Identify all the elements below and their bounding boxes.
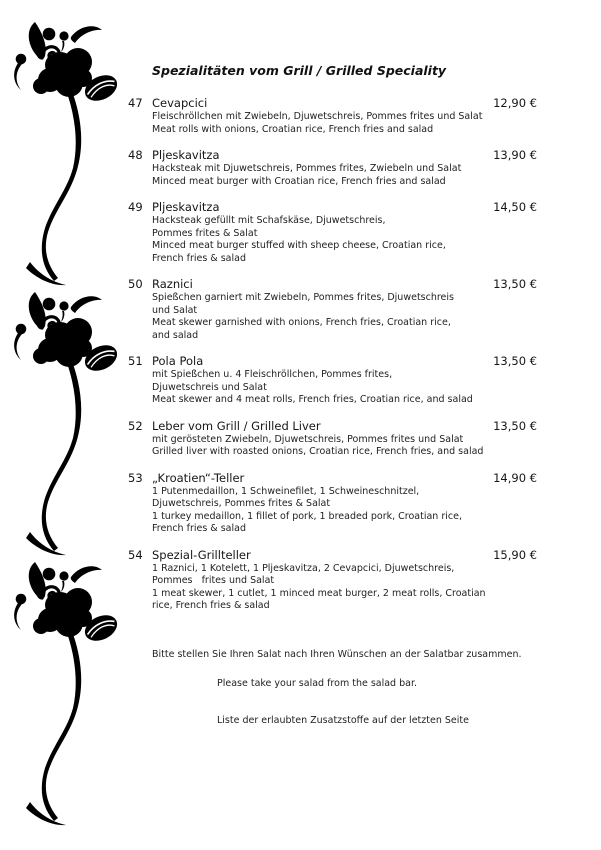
menu-item-header — [128, 276, 537, 292]
item-price: 14,90 € — [493, 470, 537, 485]
item-number: 49 — [128, 200, 143, 214]
page-title: Spezialitäten vom Grill / Grilled Speciality — [152, 63, 447, 78]
menu-item-header — [128, 147, 537, 163]
item-description — [128, 434, 537, 459]
menu-item — [128, 353, 537, 407]
menu-content — [128, 62, 537, 727]
item-number: 48 — [128, 148, 143, 162]
item-name: Cevapcici — [152, 96, 208, 110]
menu-item-header — [128, 418, 537, 434]
menu-item-header — [128, 353, 537, 369]
item-price: 12,90 € — [493, 96, 537, 110]
menu-item — [128, 276, 537, 342]
menu-item-header — [128, 199, 537, 215]
menu-item-header — [128, 95, 537, 111]
menu-item-header — [128, 547, 537, 563]
menu-item — [128, 199, 537, 265]
description-line: Djuwetschreis und Salat — [152, 381, 267, 393]
item-description — [128, 369, 537, 407]
menu-item — [128, 95, 537, 136]
description-line: Hacksteak gefüllt mit Schafskäse, Djuwetschreis, — [152, 215, 386, 226]
item-description — [128, 563, 537, 613]
description-line: French fries & salad — [152, 252, 246, 264]
item-description — [128, 215, 537, 265]
floral-ornament-icon — [8, 562, 138, 834]
item-price: 13,50 € — [493, 277, 537, 291]
description-line: Meat skewer garnished with onions, French fries, Croatian rice, — [152, 317, 451, 328]
description-line: Spießchen garniert mit Zwiebeln, Pommes frites, Djuwetschreis — [152, 292, 454, 303]
item-description — [128, 486, 537, 536]
item-price: 13,50 € — [493, 354, 537, 368]
item-number: 54 — [128, 547, 143, 562]
additives-note: Liste der erlaubten Zusatzstoffe auf der letzten Seite — [217, 714, 469, 726]
menu-item — [128, 547, 537, 613]
description-line: und Salat — [152, 304, 198, 316]
description-line: Djuwetschreis, Pommes frites & Salat — [152, 498, 331, 509]
item-description — [128, 163, 537, 188]
description-line: French fries & salad — [152, 523, 246, 534]
salad-note-german: Bitte stellen Sie Ihren Salat nach Ihren Wünschen an der Salatbar zusammen. — [152, 648, 522, 660]
menu-item — [128, 418, 537, 459]
item-name: Pola Pola — [152, 354, 204, 368]
description-line: Minced meat burger with Croatian rice, French fries and salad — [152, 175, 446, 187]
description-line: 1 Putenmedaillon, 1 Schweinefilet, 1 Schweineschnitzel, — [152, 485, 420, 497]
description-line: rice, French fries & salad — [152, 600, 270, 611]
item-price: 14,50 € — [493, 200, 537, 214]
menu-item-header — [128, 470, 537, 486]
item-price: 13,50 € — [493, 418, 537, 433]
item-name: Leber vom Grill / Grilled Liver — [152, 418, 321, 433]
item-description — [128, 111, 537, 136]
menu-item — [128, 147, 537, 188]
description-line: mit Spießchen u. 4 Fleischröllchen, Pommes frites, — [152, 369, 393, 380]
item-number: 50 — [128, 277, 143, 291]
item-number: 52 — [128, 418, 143, 433]
footer-notes — [128, 649, 537, 727]
item-number: 47 — [128, 96, 143, 110]
description-line: and salad — [152, 329, 199, 341]
description-line: Pommes frites & Salat — [152, 227, 258, 239]
description-line: Fleischröllchen mit Zwiebeln, Djuwetschreis, Pommes frites und Salat — [152, 111, 483, 122]
item-price: 15,90 € — [493, 547, 537, 562]
menu-item — [128, 470, 537, 536]
description-line: Grilled liver with roasted onions, Croatian rice, French fries, and salad — [152, 446, 484, 457]
item-name: Pljeskavitza — [152, 148, 220, 162]
description-line: mit gerösteten Zwiebeln, Djuwetschreis, Pommes frites und Salat — [152, 433, 464, 445]
description-line: 1 meat skewer, 1 cutlet, 1 minced meat burger, 2 meat rolls, Croatian — [152, 587, 486, 599]
description-line: Hacksteak mit Djuwetschreis, Pommes frites, Zwiebeln und Salat — [152, 163, 462, 174]
item-number: 51 — [128, 354, 143, 368]
menu-items — [128, 95, 537, 613]
description-line: 1 Raznici, 1 Kotelett, 1 Pljeskavitza, 2 Cevapcici, Djuwetschreis, — [152, 562, 455, 574]
floral-ornament-icon — [8, 22, 138, 294]
description-line: Meat skewer and 4 meat rolls, French fries, Croatian rice, and salad — [152, 394, 473, 405]
item-name: Pljeskavitza — [152, 200, 220, 214]
description-line: Pommes frites und Salat — [152, 575, 275, 586]
item-number: 53 — [128, 470, 143, 485]
item-description — [128, 292, 537, 342]
item-name: „Kroatien“-Teller — [152, 470, 245, 485]
item-price: 13,90 € — [493, 148, 537, 162]
item-name: Raznici — [152, 277, 193, 291]
item-name: Spezial-Grillteller — [152, 547, 251, 562]
floral-ornament-icon — [8, 292, 138, 564]
salad-note-english: Please take your salad from the salad bar. — [217, 677, 418, 689]
description-line: Minced meat burger stuffed with sheep cheese, Croatian rice, — [152, 240, 446, 251]
description-line: Meat rolls with onions, Croatian rice, French fries and salad — [152, 123, 434, 135]
description-line: 1 turkey medaillon, 1 fillet of pork, 1 breaded pork, Croatian rice, — [152, 510, 462, 522]
